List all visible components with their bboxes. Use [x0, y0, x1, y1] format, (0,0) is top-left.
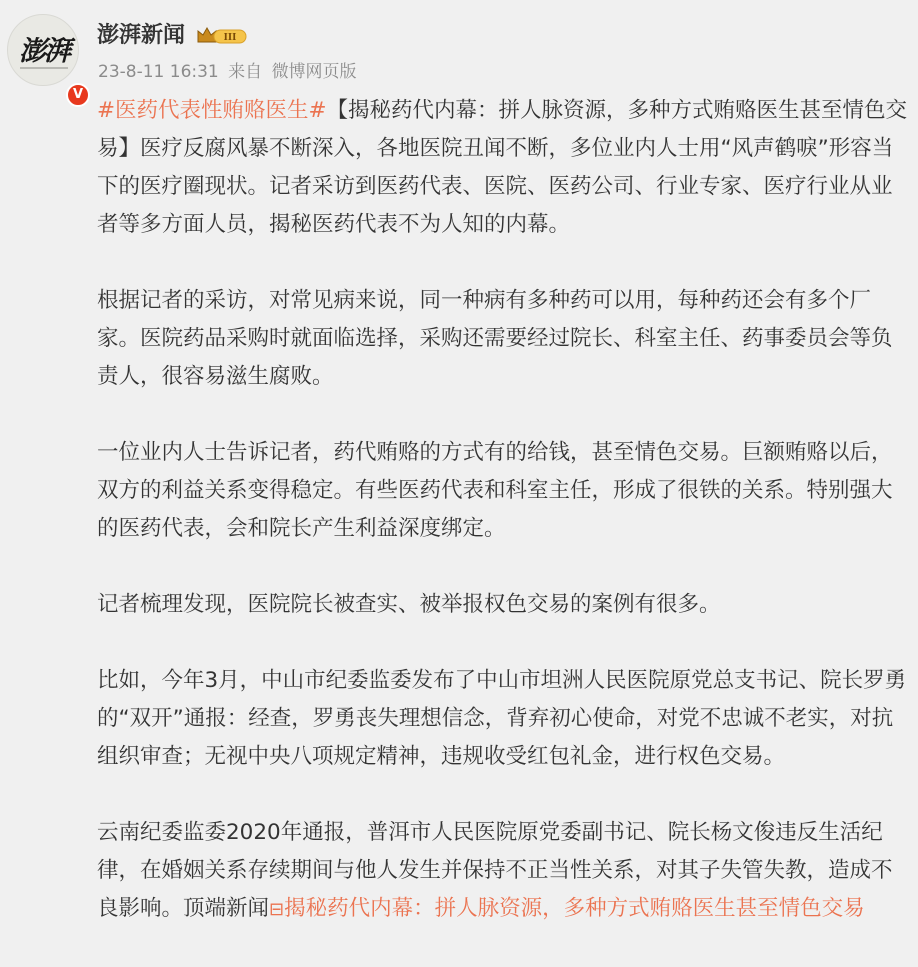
- post-content: [97, 92, 912, 967]
- avatar-logo-text: 澎湃: [19, 36, 69, 67]
- paragraph-4: 记者梳理发现，医院院长被查实、被举报权色交易的案例有很多。: [97, 592, 721, 617]
- paragraph-6: [97, 814, 912, 929]
- paragraph-5: 比如，今年3月，中山市纪委监委发布了中山市坦洲人民医院原党总支书记、院长罗勇的“双开”通报：经查，罗勇丧失理想信念，背弃初心使命，对党不忠诚不老实，对抗组织审查；无视中央八项规定精神，违规收受红包礼金，进行权色交易。: [97, 668, 907, 769]
- crown-level-icon[interactable]: [196, 25, 250, 47]
- paragraph-2: 根据记者的采访，对常见病来说，同一种病有多种药可以用，每种药还会有多个厂家。医院药品采购时就面临选择，采购还需要经过院长、科室主任、药事委员会等负责人，很容易滋生腐败。: [97, 288, 893, 389]
- crown-icon: [198, 28, 216, 42]
- verified-icon: V: [66, 83, 90, 107]
- avatar-logo-underline: [20, 67, 68, 69]
- paragraph-3: 一位业内人士告诉记者，药代贿赂的方式有的给钱，甚至情色交易。巨额贿赂以后，双方的利益关系变得稳定。有些医药代表和科室主任，形成了很铁的关系。特别强大的医药代表，会和院长产生利益深度绑定。: [97, 440, 893, 541]
- post-timestamp[interactable]: 23-8-11 16:31: [98, 62, 219, 82]
- source-prefix: 来自: [228, 62, 263, 82]
- paragraph-1: [97, 92, 912, 244]
- avatar[interactable]: [7, 14, 84, 102]
- paragraph-6-text: 云南纪委监委2020年通报，普洱市人民医院原党委副书记、院长杨文俊违反生活纪律，在婚姻关系存续期间与他人发生并保持不正当性关系，对其子失管失教，造成不良影响。顶端新闻: [97, 820, 893, 921]
- article-link-icon: ⊟: [269, 899, 285, 920]
- post-source: 微博网页版: [271, 62, 357, 82]
- hashtag-link[interactable]: #医药代表性贿赂医生#: [97, 98, 327, 123]
- post-meta: [98, 58, 361, 86]
- article-link[interactable]: [269, 896, 865, 921]
- level-badge-text: III: [223, 33, 237, 43]
- article-link-text: 揭秘药代内幕：拼人脉资源，多种方式贿赂医生甚至情色交易: [284, 896, 865, 921]
- author-name[interactable]: 澎湃新闻: [97, 23, 186, 48]
- paragraph-1-text: 【揭秘药代内幕：拼人脉资源，多种方式贿赂医生甚至情色交易】医疗反腐风暴不断深入，各地医院丑闻不断，多位业内人士用“风声鹤唳”形容当下的医疗圈现状。记者采访到医药代表、医院、医药公司、行业专家、医疗行业从业者等多方面人员，揭秘医药代表不为人知的内幕。: [97, 98, 908, 237]
